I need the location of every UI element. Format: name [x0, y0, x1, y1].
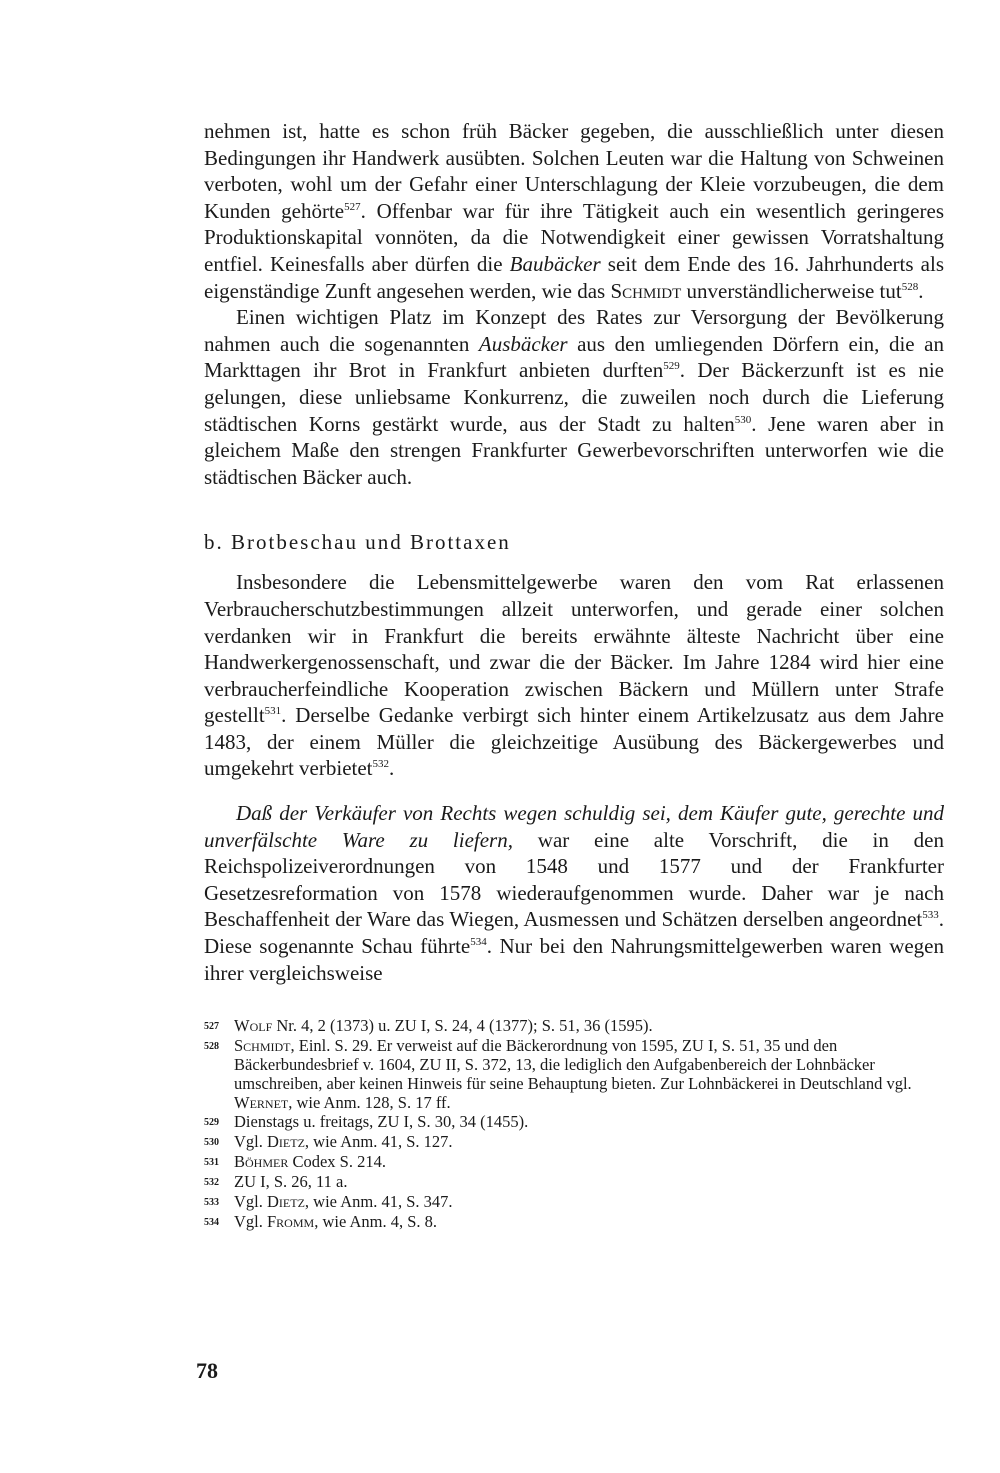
author-name: Schmidt	[610, 278, 682, 303]
text-run: . Offenbar war für ihre Tätigkeit auch ein wesentlich geringeres Produktionskapital vonnöten, da die Notwendigkeit einer gewissen Vorratshaltung entfiel. Keinesfalls aber dürfen die	[204, 198, 944, 276]
book-page	[204, 118, 944, 1232]
text-run: unverständlicherweise tut	[681, 278, 902, 303]
footnote-number: 531	[204, 1157, 219, 1169]
italic-quote: Daß der Verkäufer von Rechts wegen schuldig sei, dem Käufer gute, gerechte und unverfälschte Ware zu liefern,	[204, 801, 944, 852]
footnote-number: 533	[204, 1197, 219, 1209]
text-run: ZU I, S. 26, 11 a.	[234, 1172, 348, 1192]
footnote-532	[204, 1172, 944, 1192]
footnote-ref-530: 530	[734, 413, 752, 426]
footnote-529	[204, 1112, 944, 1132]
footnote-text	[234, 1192, 944, 1212]
text-run: , wie Anm. 41, S. 347.	[304, 1192, 453, 1212]
footnote-number: 534	[204, 1217, 219, 1229]
text-run: nehmen ist, hatte es schon früh Bäcker gegeben, die ausschließlich unter diesen Bedingungen ihr Handwerk ausübten. Solchen Leuten war die Haltung von Schweinen verboten, wohl um der Gefahr einer Unterschlagung der Kleie vorzubeugen, die dem Kunden gehörte	[204, 119, 944, 223]
text-run: .	[918, 278, 924, 303]
text-run: . Jene waren aber in gleichem Maße den strengen Frankfurter Gewerbevorschriften unterworfen wie die städtischen Bäcker auch.	[204, 411, 944, 489]
footnote-ref-531: 531	[264, 705, 282, 718]
text-run: Insbesondere die Lebensmittelgewerbe waren den vom Rat erlassenen Verbraucherschutzbestimmungen allzeit unterworfen, und gerade einer solchen verdanken wir in Frankfurt die bereits erwähnte älteste Nachricht über eine Handwerkergenossenschaft, und zwar die der Bäcker. Im Jahre 1284 wird hier eine verbraucherfeindliche Kooperation zwischen Bäckern und Müllern unter Strafe gestellt	[204, 570, 944, 728]
body-paragraph-1	[204, 118, 944, 304]
text-run: , wie Anm. 41, S. 127.	[304, 1132, 453, 1152]
author-name: Wolf	[234, 1016, 273, 1036]
text-run: seit dem Ende des 16. Jahrhunderts als eigenständige Zunft angesehen werden, wie das	[204, 251, 944, 303]
italic-term: Ausbäcker	[478, 331, 568, 356]
text-run: . Der Bäckerzunft ist es nie gelungen, diese unliebsame Konkurrenz, die zuweilen noch durch die Lieferung städtischen Korns gestärkt wurde, aus der Stadt zu halten	[204, 358, 944, 436]
footnote-531	[204, 1152, 944, 1172]
footnote-text	[234, 1016, 944, 1036]
text-run: war eine alte Vorschrift, die in den Reichspolizeiverordnungen von 1548 und 1577 und der Frankfurter Gesetzesreformation von 1578 wiederaufgenommen wurde. Daher war je nach Beschaffenheit der Ware das Wiegen, Ausmessen und Schätzen derselben angeordnet	[204, 827, 944, 932]
text-run: Codex S. 214.	[288, 1152, 386, 1172]
text-run: Nr. 4, 2 (1373) u. ZU I, S. 24, 4 (1377); S. 51, 36 (1595).	[272, 1016, 653, 1036]
footnote-text	[234, 1172, 944, 1192]
text-run: . Nur bei den Nahrungsmittelgewerben waren wegen ihrer vergleichsweise	[204, 934, 944, 985]
text-run: .	[389, 756, 395, 781]
footnote-text	[234, 1212, 944, 1232]
footnote-530	[204, 1132, 944, 1152]
footnote-text	[234, 1132, 944, 1152]
footnote-527	[204, 1016, 944, 1036]
footnote-number: 527	[204, 1021, 219, 1033]
author-name: Wernet	[234, 1093, 289, 1113]
author-name: Dietz	[267, 1192, 305, 1212]
footnotes	[204, 1016, 944, 1232]
author-name: Böhmer	[234, 1152, 289, 1172]
section-heading: b. Brotbeschau und Brottaxen	[204, 530, 511, 555]
footnote-number: 529	[204, 1117, 219, 1129]
body-paragraph-4	[204, 800, 944, 986]
footnote-ref-533: 533	[922, 909, 939, 922]
footnote-number: 528	[204, 1041, 219, 1053]
page-number: 78	[196, 1358, 218, 1383]
footnote-separator	[204, 986, 944, 1016]
body-paragraph-2	[204, 304, 944, 490]
footnote-528	[204, 1036, 944, 1112]
text-run: Vgl.	[234, 1132, 267, 1152]
footnote-ref-529: 529	[663, 360, 680, 373]
text-run: , wie Anm. 128, S. 17 ff.	[288, 1093, 451, 1113]
author-name: Fromm	[267, 1212, 315, 1232]
author-name: Dietz	[267, 1132, 305, 1152]
footnote-number: 530	[204, 1137, 219, 1149]
author-name: Schmidt	[234, 1036, 291, 1056]
italic-term: Baubäcker	[509, 251, 601, 276]
footnote-ref-528: 528	[901, 280, 919, 293]
footnote-text	[234, 1152, 944, 1172]
text-run: , Einl. S. 29. Er verweist auf die Bäckerordnung von 1595, ZU I, S. 51, 35 und den Bäckerbundesbrief v. 1604, ZU II, S. 372, 13, die lediglich den Aufgabenbereich der Lohnbäcker umschreiben, aber keinen Hinweis für seine Behauptung bieten. Zur Lohnbäckerei in Deutschland vgl.	[234, 1036, 912, 1094]
text-run: Vgl.	[234, 1212, 267, 1232]
text-run: Vgl.	[234, 1192, 267, 1212]
footnote-ref-527: 527	[344, 200, 361, 213]
body-paragraph-3	[204, 569, 944, 782]
footnote-ref-534: 534	[470, 936, 487, 949]
text-run: Dienstags u. freitags, ZU I, S. 30, 34 (1455).	[234, 1112, 529, 1132]
footnote-533	[204, 1192, 944, 1212]
footnote-number: 532	[204, 1177, 219, 1189]
text-run: , wie Anm. 4, S. 8.	[314, 1212, 438, 1232]
footnote-text	[234, 1036, 944, 1112]
text-run: Einen wichtigen Platz im Konzept des Rates zur Versorgung der Bevölkerung nahmen auch die sogenannten	[204, 305, 944, 356]
footnote-534	[204, 1212, 944, 1232]
text-run: . Derselbe Gedanke verbirgt sich hinter einem Artikelzusatz aus dem Jahre 1483, der einem Müller die gleichzeitige Ausübung des Bäckergewerbes und umgekehrt verbietet	[204, 703, 944, 781]
footnote-ref-532: 532	[372, 758, 390, 771]
text-run: aus den umliegenden Dörfern ein, die an Markttagen ihr Brot in Frankfurt anbieten durften	[204, 331, 944, 383]
text-run: . Diese sogenannte Schau führte	[204, 907, 944, 959]
footnote-text	[234, 1112, 944, 1132]
